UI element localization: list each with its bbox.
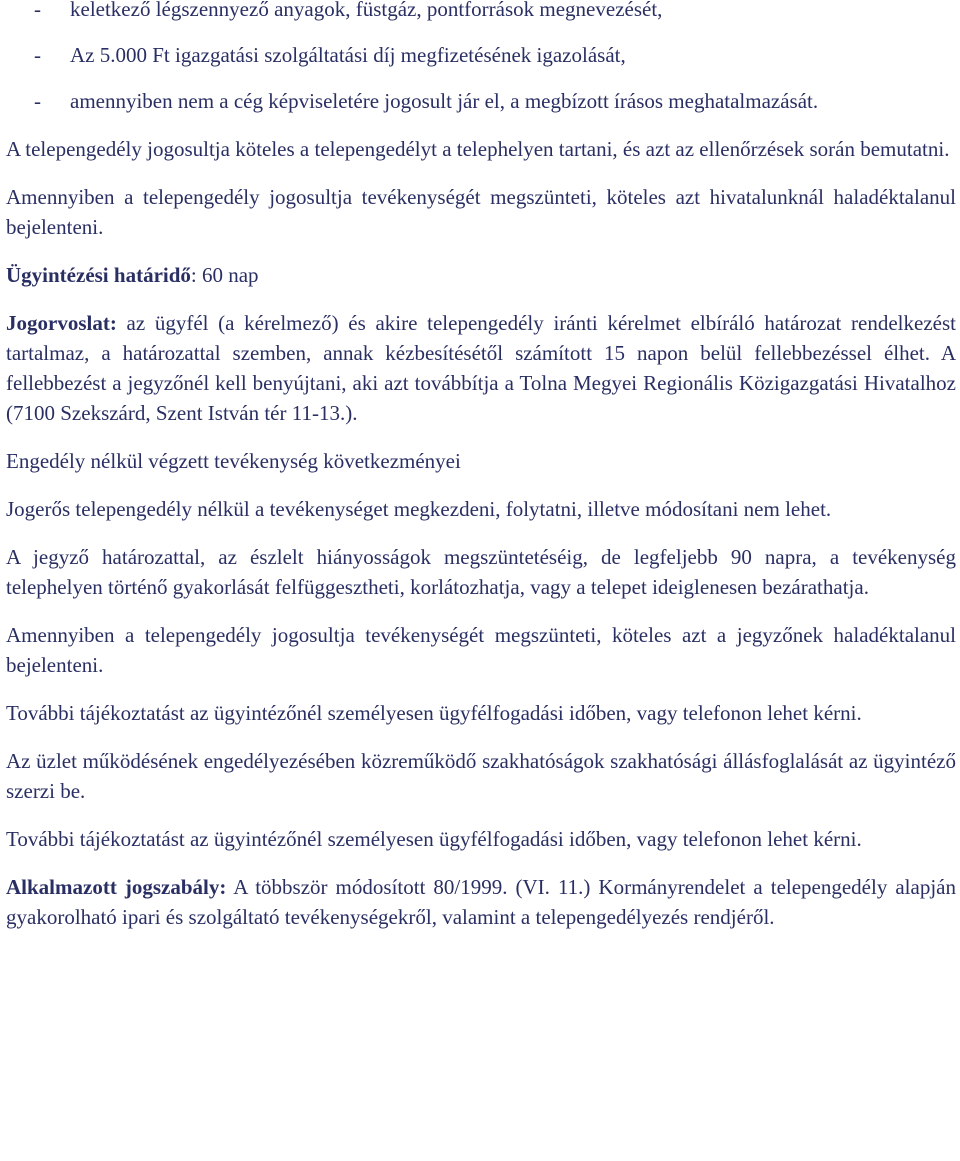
- law-paragraph: [6, 872, 956, 932]
- list-item: [6, 0, 956, 24]
- law-text: A többször módosított 80/1999. (VI. 11.) Kormányrendelet a telepengedély alapján gyakorolható ipari és szolgáltató tevékenységekről, valamint a telepengedélyezés rendjéről.: [6, 875, 956, 929]
- paragraph-cease-notify-notary: Amennyiben a telepengedély jogosultja tevékenységét megszünteti, köteles azt a jegyzőnek haladéktalanul bejelenteni.: [6, 623, 956, 677]
- paragraph-keep-permit: A telepengedély jogosultja köteles a telepengedélyt a telephelyen tartani, és azt az ellenőrzések során bemutatni.: [6, 137, 950, 161]
- paragraph-suspend: A jegyző határozattal, az észlelt hiányosságok megszüntetéséig, de legfeljebb 90 napra, a tevékenység telephelyen történő gyakorlását felfüggesztheti, korlátozhatja, vagy a telepet ideiglenesen bezárathatja.: [6, 545, 956, 599]
- bullet-dash: -: [34, 43, 41, 67]
- bullet-dash: -: [34, 89, 41, 113]
- bullet-dash: -: [34, 0, 41, 21]
- list-item: [6, 40, 956, 70]
- list-item: [6, 86, 956, 116]
- remedy-label: Jogorvoslat:: [6, 311, 117, 335]
- list-item-text: keletkező légszennyező anyagok, füstgáz, pontforrások megnevezését,: [70, 0, 663, 21]
- consequences-heading: Engedély nélkül végzett tevékenység következményei: [6, 449, 461, 473]
- paragraph-authorities: Az üzlet működésének engedélyezésében közreműködő szakhatóságok szakhatósági állásfoglalását az ügyintéző szerzi be.: [6, 749, 956, 803]
- deadline-paragraph: [6, 260, 956, 290]
- paragraph-cease-notify: Amennyiben a telepengedély jogosultja tevékenységét megszünteti, köteles azt hivatalunknál haladéktalanul bejelenteni.: [6, 185, 956, 239]
- deadline-value: : 60 nap: [190, 263, 259, 287]
- law-label: Alkalmazott jogszabály:: [6, 875, 227, 899]
- paragraph-no-start: Jogerős telepengedély nélkül a tevékenységet megkezdeni, folytatni, illetve módosítani nem lehet.: [6, 497, 832, 521]
- deadline-label: Ügyintézési határidő: [6, 263, 191, 287]
- remedy-text: az ügyfél (a kérelmező) és akire telepengedély iránti kérelmet elbíráló határozat rendelkezést tartalmaz, a határozattal szemben, annak kézbesítésétől számított 15 napon belül fellebbezéssel élhet. A fellebbezést a jegyzőnél kell benyújtani, aki azt továbbítja a Tolna Megyei Regionális Közigazgatási Hivatalhoz (7100 Szekszárd, Szent István tér 11-13.).: [6, 311, 956, 425]
- remedy-paragraph: [6, 308, 956, 428]
- list-item-text: amennyiben nem a cég képviseletére jogosult jár el, a megbízott írásos meghatalmazását.: [70, 89, 819, 113]
- document-body: [6, 0, 956, 932]
- list-item-text: Az 5.000 Ft igazgatási szolgáltatási díj megfizetésének igazolását,: [70, 43, 626, 67]
- paragraph-more-info: További tájékoztatást az ügyintézőnél személyesen ügyfélfogadási időben, vagy telefonon lehet kérni.: [6, 701, 862, 725]
- paragraph-more-info-repeat: További tájékoztatást az ügyintézőnél személyesen ügyfélfogadási időben, vagy telefonon lehet kérni.: [6, 827, 862, 851]
